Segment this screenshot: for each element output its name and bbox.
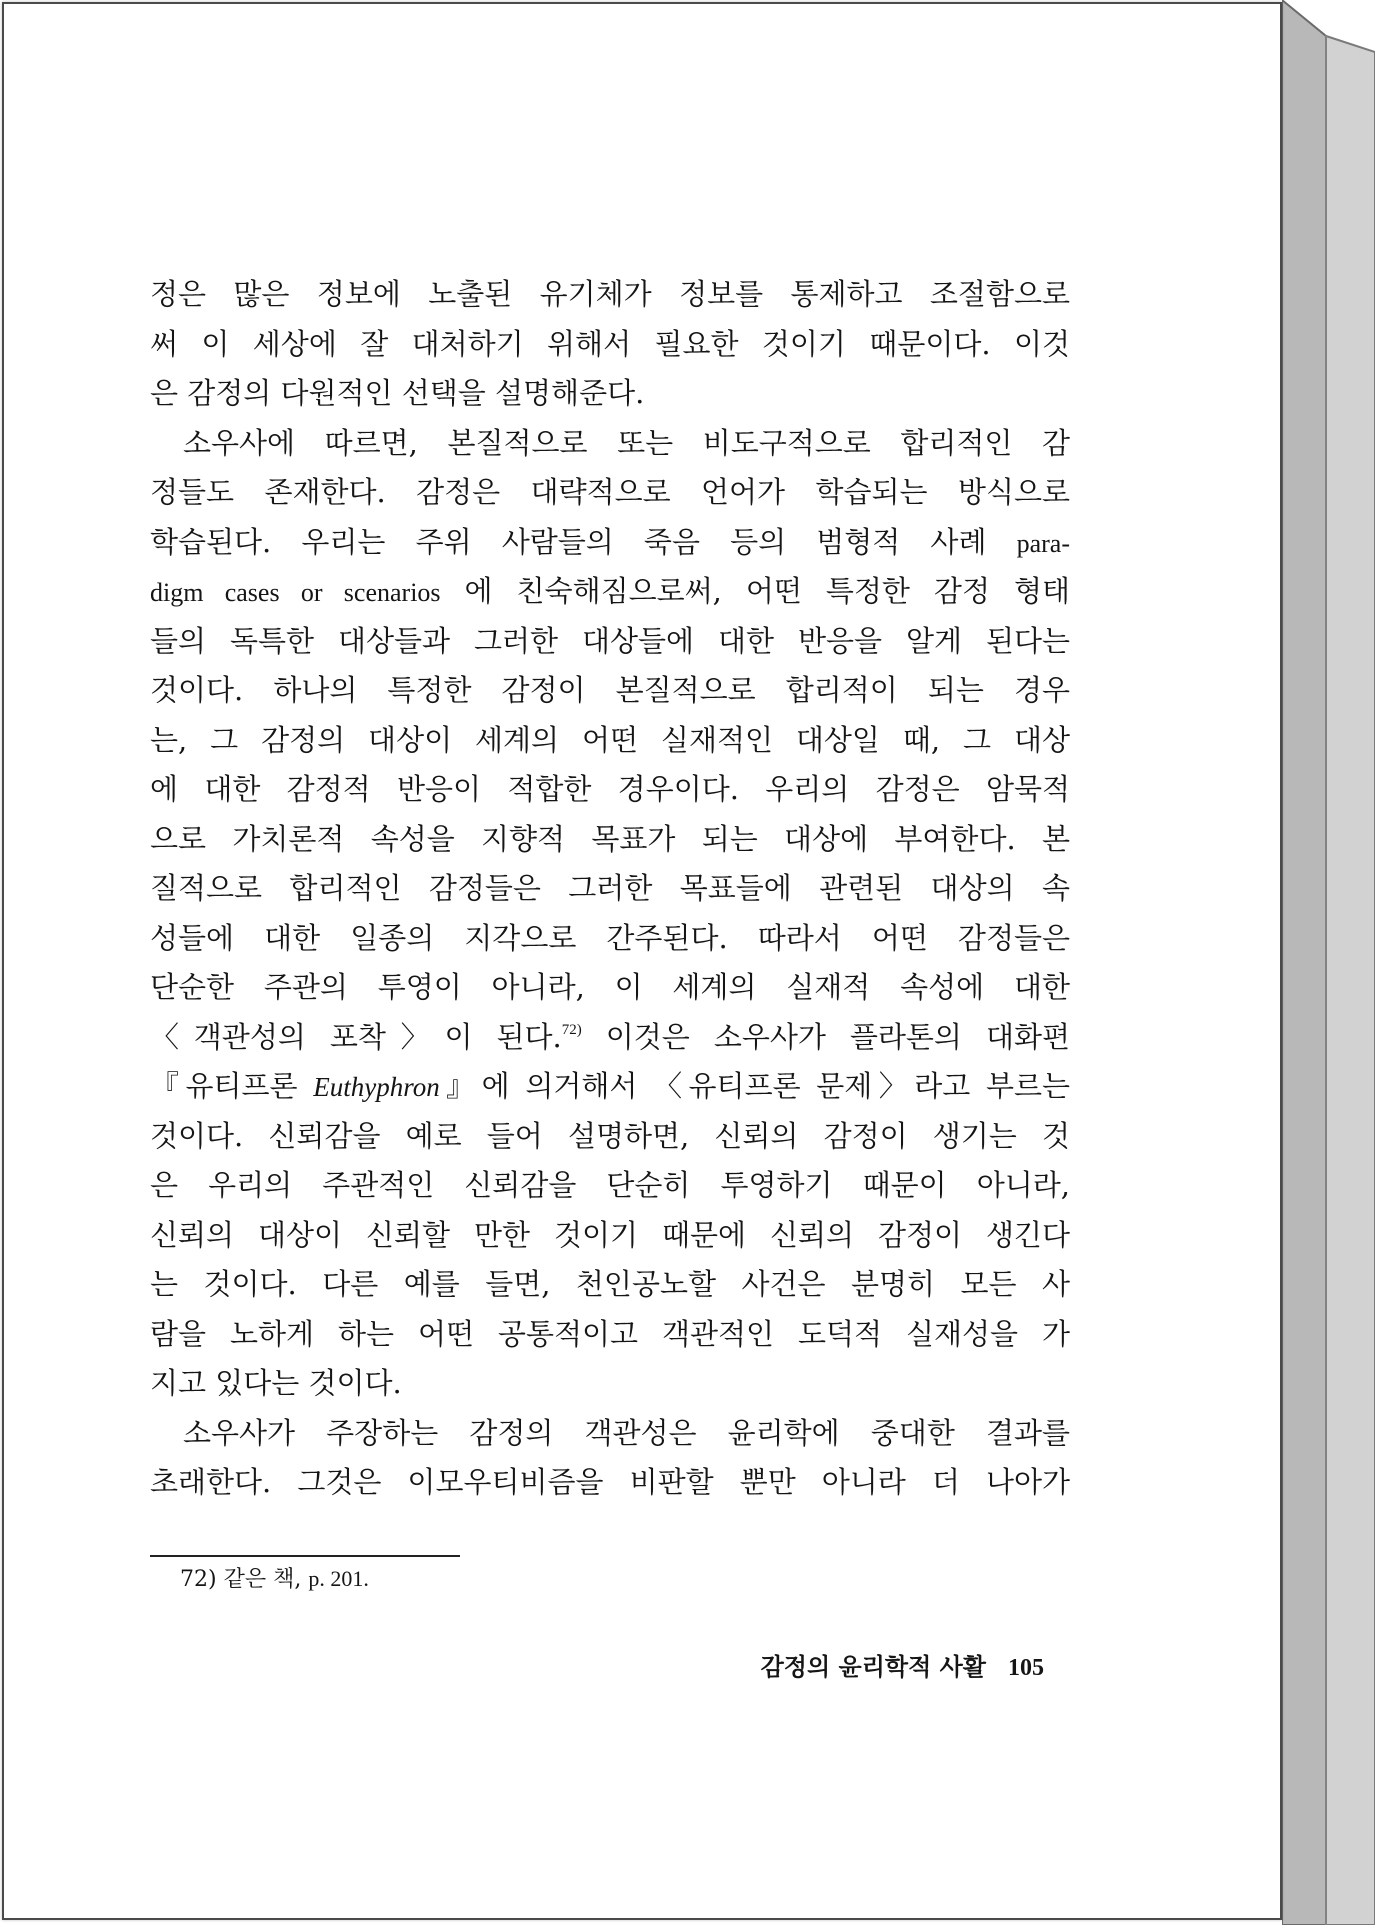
- text-line: [150, 1211, 1070, 1260]
- text-line: [150, 914, 1070, 963]
- text-segment: 지고 있다는 것이다.: [150, 1366, 402, 1400]
- text-line: [150, 1112, 1070, 1161]
- text-segment: 이것은 소우사가 플라톤의 대화편: [581, 1019, 1070, 1054]
- text-segment: 단순한 주관의 투영이 아니라, 이 세계의 실재적 속성에 대한: [150, 970, 1070, 1004]
- text-line: [150, 518, 1070, 567]
- text-line: [150, 666, 1070, 715]
- running-footer-title: 감정의 윤리학적 사활: [760, 1652, 986, 1681]
- text-line: [150, 1458, 1070, 1507]
- text-segment: 으로 가치론적 속성을 지향적 목표가 되는 대상에 부여한다. 본: [150, 821, 1070, 856]
- text-segment: 『유티프론: [150, 1069, 314, 1103]
- book-spine-edge: [1282, 0, 1375, 1925]
- text-segment: 』에 의거해서 〈유티프론 문제〉라고 부르는: [439, 1069, 1070, 1103]
- text-segment: digm cases or scenarios: [150, 578, 441, 607]
- text-segment: 람을 노하게 하는 어떤 공통적이고 객관적인 도덕적 실재성을 가: [150, 1316, 1070, 1351]
- text-line: [150, 1161, 1070, 1210]
- text-line: [150, 1062, 1070, 1111]
- text-line: [150, 567, 1070, 616]
- text-segment: 것이다. 하나의 특정한 감정이 본질적으로 합리적이 되는 경우: [150, 673, 1070, 707]
- text-segment: 소우사에 따르면, 본질적으로 또는 비도구적으로 합리적인 감: [183, 425, 1070, 460]
- text-segment: 학습된다. 우리는 주위 사람들의 죽음 등의 범형적 사례: [150, 524, 1017, 559]
- text-segment: 은 우리의 주관적인 신뢰감을 단순히 투영하기 때문이 아니라,: [150, 1168, 1070, 1202]
- text-line: [150, 1359, 1070, 1408]
- footnote-ref: 72): [561, 1021, 582, 1038]
- text-line: [150, 1310, 1070, 1359]
- footnote-page-ref: p. 201.: [308, 1566, 369, 1591]
- text-segment: 것이다. 신뢰감을 예로 들어 설명하면, 신뢰의 감정이 생기는 것: [150, 1118, 1070, 1153]
- text-segment: Euthyphron: [313, 1072, 440, 1102]
- footnote-72: [180, 1564, 369, 1595]
- text-line: [150, 765, 1070, 814]
- text-line: [183, 419, 1070, 468]
- text-segment: 들의 독특한 대상들과 그러한 대상들에 대한 반응을 알게 된다는: [150, 623, 1070, 658]
- text-line: [183, 1409, 1070, 1458]
- text-segment: 소우사가 주장하는 감정의 객관성은 윤리학에 중대한 결과를: [183, 1415, 1070, 1450]
- text-segment: 성들에 대한 일종의 지각으로 간주된다. 따라서 어떤 감정들은: [150, 920, 1070, 955]
- running-footer: [700, 1650, 1044, 1685]
- text-segment: 에 친숙해짐으로써, 어떤 특정한 감정 형태: [440, 574, 1070, 608]
- text-line: [150, 815, 1070, 864]
- text-segment: para-: [1016, 528, 1070, 558]
- text-segment: 질적으로 합리적인 감정들은 그러한 목표들에 관련된 대상의 속: [150, 871, 1070, 905]
- text-line: [150, 468, 1070, 517]
- footnote-divider: [150, 1555, 460, 1557]
- text-line: [150, 1260, 1070, 1309]
- text-segment: 은 감정의 다원적인 선택을 설명해준다.: [150, 376, 645, 410]
- text-line: [150, 864, 1070, 913]
- text-segment: 정들도 존재한다. 감정은 대략적으로 언어가 학습되는 방식으로: [150, 475, 1070, 509]
- footnote-number: 72): [180, 1567, 217, 1592]
- text-line: [150, 270, 1070, 319]
- text-line: [150, 963, 1070, 1012]
- text-segment: 에 대한 감정적 반응이 적합한 경우이다. 우리의 감정은 암묵적: [150, 772, 1070, 806]
- text-segment: 정은 많은 정보에 노출된 유기체가 정보를 통제하고 조절함으로: [150, 277, 1070, 311]
- page-number: 105: [1008, 1655, 1044, 1681]
- text-line: [150, 617, 1070, 666]
- footnote-text: 같은 책,: [223, 1567, 302, 1592]
- text-segment: 신뢰의 대상이 신뢰할 만한 것이기 때문에 신뢰의 감정이 생긴다: [150, 1217, 1070, 1252]
- text-line: [150, 369, 1070, 418]
- text-segment: 초래한다. 그것은 이모우티비즘을 비판할 뿐만 아니라 더 나아가: [150, 1465, 1070, 1499]
- text-segment: 는 것이다. 다른 예를 들면, 천인공노할 사건은 분명히 모든 사: [150, 1267, 1070, 1301]
- text-line: [150, 716, 1070, 765]
- text-segment: 는, 그 감정의 대상이 세계의 어떤 실재적인 대상일 때, 그 대상: [150, 722, 1070, 757]
- text-segment: 〈객관성의 포착〉이 된다.: [150, 1019, 562, 1054]
- text-segment: 써 이 세상에 잘 대처하기 위해서 필요한 것이기 때문이다. 이것: [150, 326, 1070, 361]
- text-line: [150, 1013, 1070, 1062]
- text-line: [150, 320, 1070, 369]
